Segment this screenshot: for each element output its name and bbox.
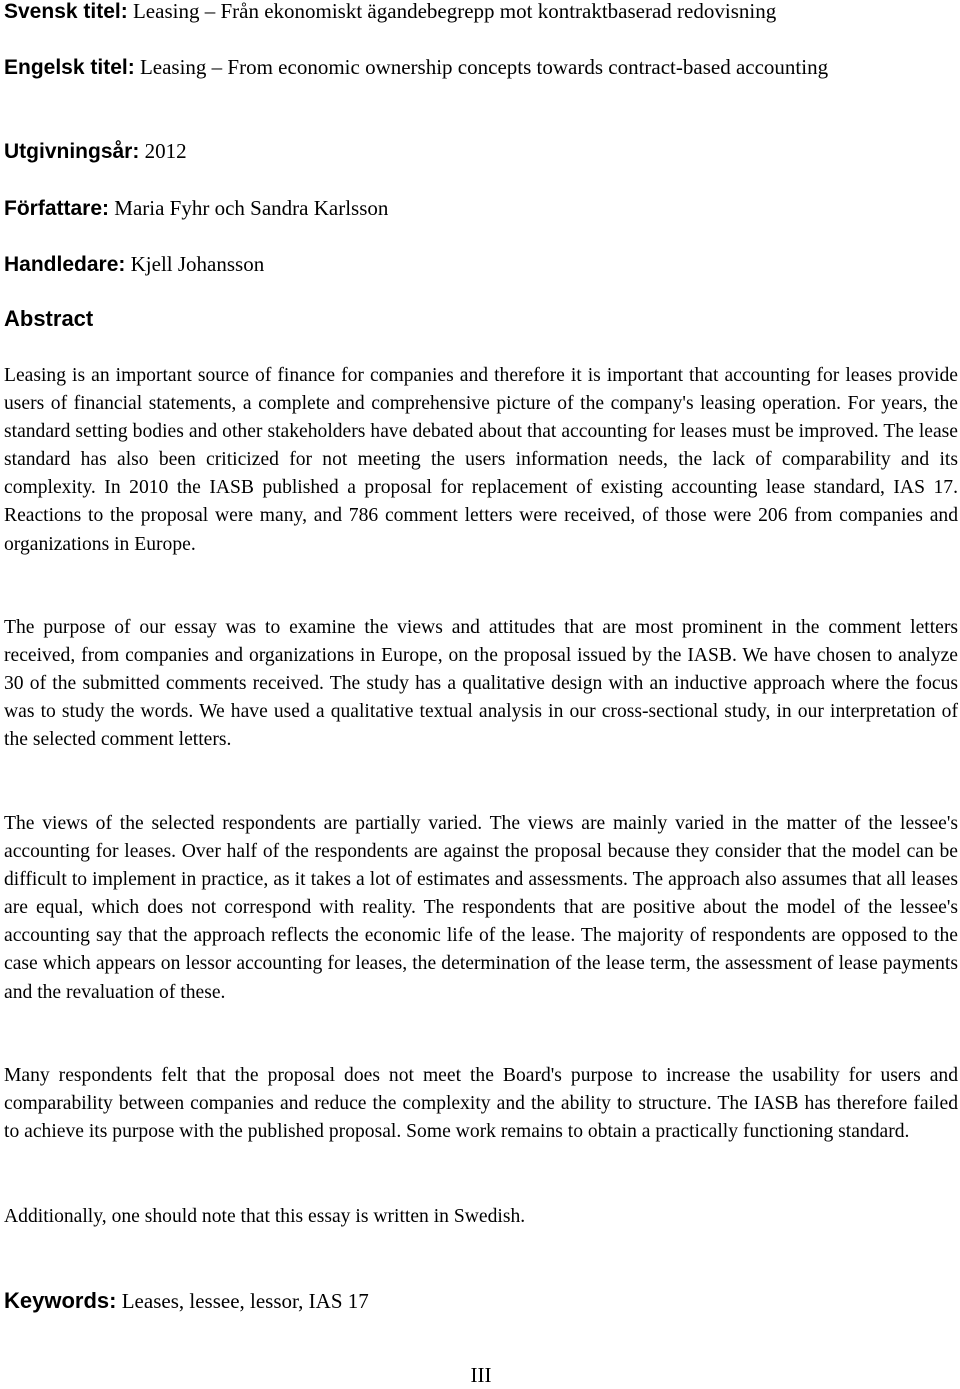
swedish-title-row [4, 0, 958, 26]
abstract-paragraph: Leasing is an important source of finance for companies and therefore it is important that accounting for leases provide users of financial statements, a complete and comprehensive picture of the company's leasing operation. For years, the standard setting bodies and other stakeholders have debated about that accounting for leases must be improved. The lease standard has also been criticized for not meeting the users information needs, the lack of comparability and its complexity. In 2010 the IASB published a proposal for replacement of existing accounting lease standard, IAS 17. Reactions to the proposal were many, and 786 comment letters were received, of those were 206 from companies and organizations in Europe. [4, 365, 958, 555]
english-title-label: Engelsk titel: [4, 56, 135, 79]
authors-label: Författare: [4, 197, 110, 220]
english-title-value: Leasing – From economic ownership concepts towards contract-based accounting [139, 55, 829, 79]
abstract-paragraph: The purpose of our essay was to examine the views and attitudes that are most prominent in the comment letters received, from companies and organizations in Europe, on the proposal issued by the IASB. We have chosen to analyze 30 of the submitted comments received. The study has a qualitative design with an inductive approach where the focus was to study the words. We have used a qualitative textual analysis in our cross-sectional study, in our interpretation of the selected comment letters. [4, 617, 958, 751]
abstract-heading: Abstract [4, 306, 94, 331]
abstract-paragraph: The views of the selected respondents are partially varied. The views are mainly varied in the matter of the lessee's accounting for leases. Over half of the respondents are against the proposal because they consider that the model can be difficult to implement in practice, as it takes a lot of estimates and assessments. The approach also assumes that all leases are equal, which does not correspond with reality. The respondents that are positive about the model of the lessee's accounting say that the approach reflects the economic life of the lease. The majority of respondents are opposed to the case which appears on lessor accounting for leases, the determination of the lease term, the assessment of lease payments and the revaluation of these. [4, 813, 958, 1003]
supervisor-value: Kjell Johansson [130, 252, 265, 276]
supervisor-row [4, 250, 958, 279]
english-title-row [4, 53, 958, 82]
authors-value: Maria Fyhr och Sandra Karlsson [114, 196, 389, 220]
swedish-title-label: Svensk titel: [4, 0, 128, 23]
publication-year-label: Utgivningsår: [4, 140, 140, 163]
abstract-paragraph: Additionally, one should note that this essay is written in Swedish. [4, 1206, 526, 1227]
publication-year-value: 2012 [144, 139, 187, 163]
abstract-paragraph: Many respondents felt that the proposal does not meet the Board's purpose to increase the usability for users and comparability between companies and reduce the complexity and the ability to structure. The IASB has therefore failed to achieve its purpose with the published proposal. Some work remains to obtain a practically functioning standard. [4, 1065, 958, 1143]
authors-row [4, 194, 958, 223]
keywords-label: Keywords: [4, 1288, 117, 1313]
supervisor-label: Handledare: [4, 253, 126, 276]
page-number: III [470, 1363, 492, 1387]
swedish-title-value: Leasing – Från ekonomiskt ägandebegrepp mot kontraktbaserad redovisning [132, 0, 777, 23]
keywords-row [4, 1287, 958, 1315]
keywords-value: Leases, lessee, lessor, IAS 17 [121, 1289, 369, 1313]
publication-year-row [4, 137, 958, 166]
